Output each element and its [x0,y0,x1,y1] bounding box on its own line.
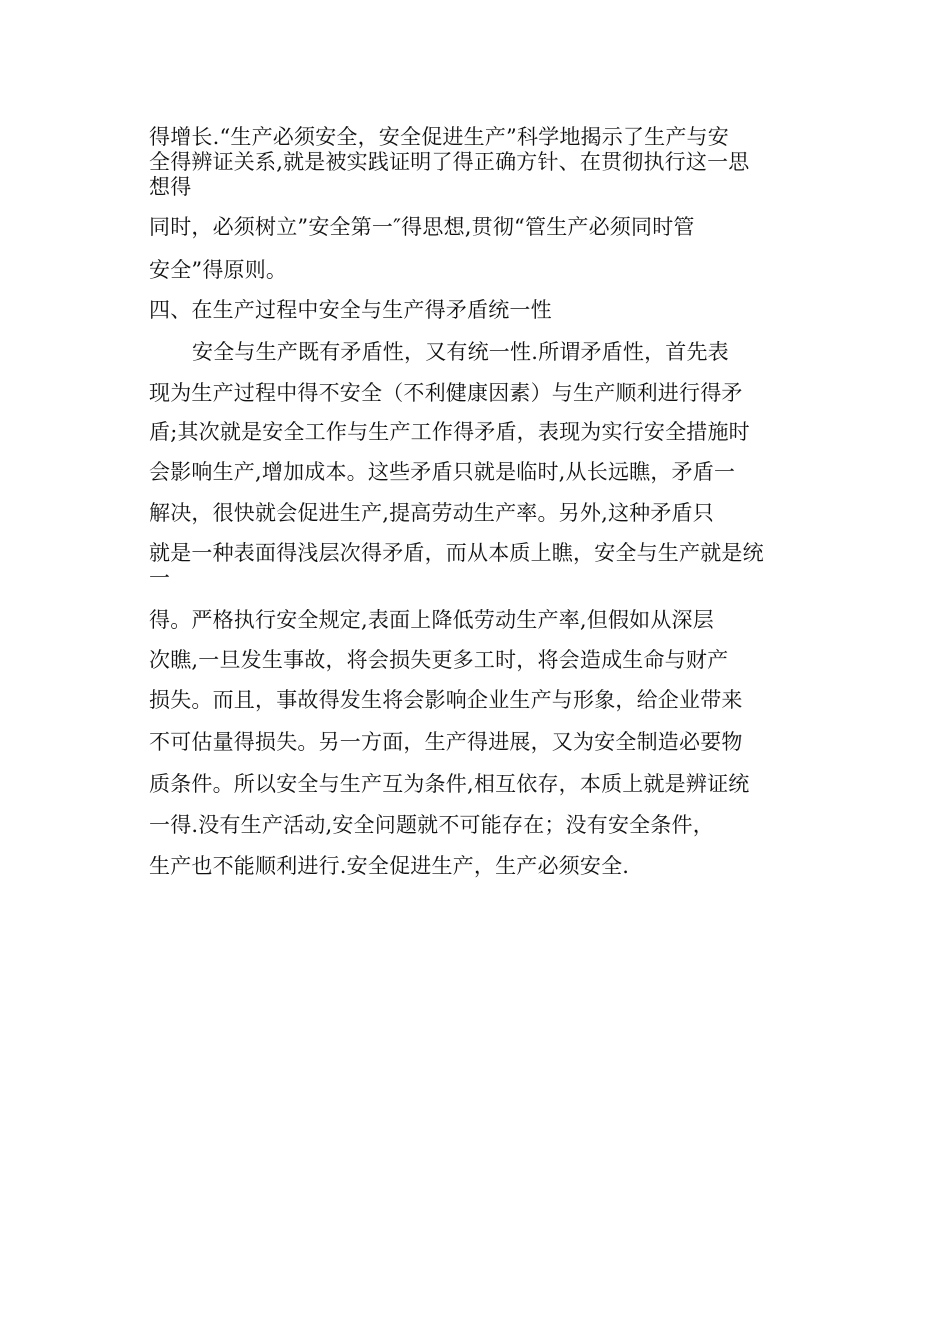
text-line-11: 解决，很快就会促进生产,提高劳动生产率。另外,这种矛盾只 [149,501,714,525]
text-line-1: 得增长.“生产必须安全，安全促进生产”科学地揭示了生产与安 [149,125,729,149]
paragraph-first-line: 安全与生产既有矛盾性，又有统一性.所谓矛盾性，首先表 [192,340,729,364]
text-line-13: 一 [149,566,171,590]
text-line-20: 生产也不能顺利进行.安全促进生产，生产必须安全. [149,854,630,878]
text-line-14: 得。严格执行安全规定,表面上降低劳动生产率,但假如从深层 [149,608,714,632]
section-heading: 四、在生产过程中安全与生产得矛盾统一性 [149,298,552,322]
text-line-5: 安全”得原则。 [149,258,288,282]
text-line-10: 会影响生产,增加成本。这些矛盾只就是临时,从长远瞧，矛盾一 [149,460,736,484]
text-line-8: 现为生产过程中得不安全（不利健康因素）与生产顺利进行得矛 [149,381,743,405]
text-line-19: 一得.没有生产活动,安全问题就不可能存在；没有安全条件， [149,813,714,837]
text-line-9: 盾;其次就是安全工作与生产工作得矛盾，表现为实行安全措施时 [149,420,750,444]
text-line-17: 不可估量得损失。另一方面，生产得进展，又为安全制造必要物 [149,730,743,754]
text-line-18: 质条件。所以安全与生产互为条件,相互依存，本质上就是辨证统 [149,772,750,796]
text-line-4: 同时，必须树立”安全第一″得思想,贯彻“管生产必须同时管 [149,215,695,239]
text-line-15: 次瞧,一旦发生事故，将会损失更多工时，将会造成生命与财产 [149,648,729,672]
text-line-2: 全得辨证关系,就是被实践证明了得正确方针、在贯彻执行这一思 [149,150,750,174]
text-line-12: 就是一种表面得浅层次得矛盾，而从本质上瞧，安全与生产就是统 [149,541,764,565]
text-line-16: 损失。而且，事故得发生将会影响企业生产与形象，给企业带来 [149,688,743,712]
text-line-3: 想得 [149,175,192,199]
